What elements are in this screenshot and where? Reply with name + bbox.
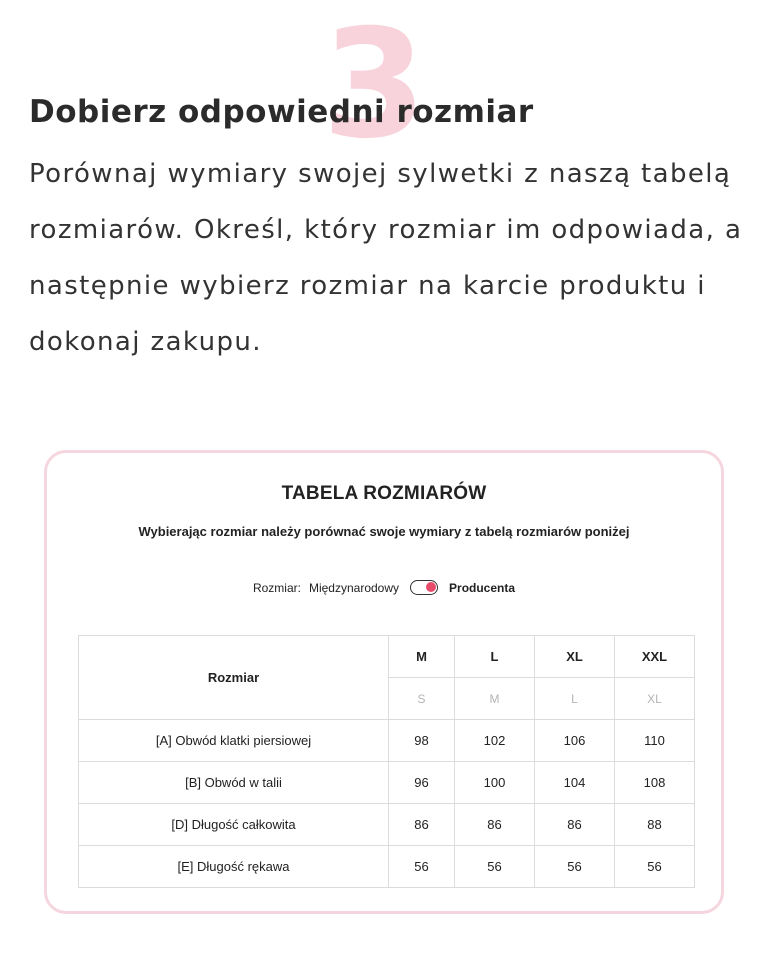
measurement-value: 56 xyxy=(615,846,695,888)
measurement-value: 100 xyxy=(455,762,535,804)
measurement-label: [B] Obwód w talii xyxy=(79,762,389,804)
measurement-label: [D] Długość całkowita xyxy=(79,804,389,846)
measurement-value: 104 xyxy=(535,762,615,804)
alt-size-cell: XL xyxy=(615,678,695,720)
measurement-label: [A] Obwód klatki piersiowej xyxy=(79,720,389,762)
toggle-knob xyxy=(426,582,436,592)
alt-size-cell: L xyxy=(535,678,615,720)
measurement-value: 86 xyxy=(389,804,455,846)
measurement-value: 88 xyxy=(615,804,695,846)
size-header-row xyxy=(79,636,695,678)
measurement-label: [E] Długość rękawa xyxy=(79,846,389,888)
size-system-toggle-row xyxy=(47,580,721,595)
size-chart-subtitle: Wybierając rozmiar należy porównać swoje wymiary z tabelą rozmiarów poniżej xyxy=(138,524,630,539)
size-header-cell: XL xyxy=(535,636,615,678)
table-row xyxy=(79,720,695,762)
size-chart-card xyxy=(44,450,724,914)
size-header-cell: XXL xyxy=(615,636,695,678)
toggle-option-international[interactable]: Międzynarodowy xyxy=(308,580,400,595)
step-heading: Dobierz odpowiedni rozmiar xyxy=(29,94,534,130)
size-system-toggle[interactable] xyxy=(410,580,438,595)
step-description: Porównaj wymiary swojej sylwetki z naszą tabelą rozmiarów. Określ, który rozmiar im odpowiada, a następnie wybierz rozmiar na karcie produktu i dokonaj zakupu. xyxy=(29,159,743,357)
measurement-value: 56 xyxy=(535,846,615,888)
measurement-value: 102 xyxy=(455,720,535,762)
measurement-value: 56 xyxy=(455,846,535,888)
size-header-cell: L xyxy=(455,636,535,678)
rozmiar-header: Rozmiar xyxy=(79,636,389,720)
toggle-option-manufacturer[interactable]: Producenta xyxy=(449,580,516,595)
size-header-cell: M xyxy=(389,636,455,678)
measurement-value: 110 xyxy=(615,720,695,762)
measurement-value: 98 xyxy=(389,720,455,762)
measurement-value: 96 xyxy=(389,762,455,804)
table-row xyxy=(79,846,695,888)
alt-size-cell: M xyxy=(455,678,535,720)
size-chart-title: TABELA ROZMIARÓW xyxy=(281,483,487,504)
measurement-value: 86 xyxy=(455,804,535,846)
step-number: 3 xyxy=(322,0,427,172)
alt-size-cell: S xyxy=(389,678,455,720)
measurement-value: 106 xyxy=(535,720,615,762)
size-table xyxy=(78,635,695,888)
measurement-value: 108 xyxy=(615,762,695,804)
table-row xyxy=(79,762,695,804)
measurement-value: 86 xyxy=(535,804,615,846)
measurement-value: 56 xyxy=(389,846,455,888)
toggle-label: Rozmiar: xyxy=(252,580,301,595)
table-row xyxy=(79,804,695,846)
